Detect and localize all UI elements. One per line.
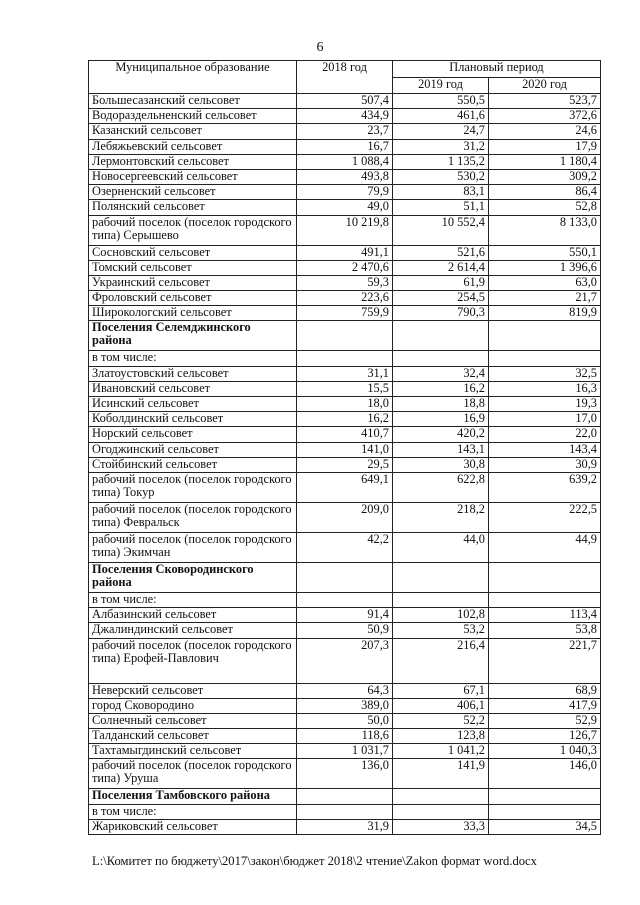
municipality-cell: Талданский сельсовет: [89, 729, 297, 744]
value-2020-cell: 372,6: [489, 109, 601, 124]
value-2018-cell: [297, 789, 393, 804]
value-2018-cell: 18,0: [297, 397, 393, 412]
municipality-cell: Огоджинский сельсовет: [89, 442, 297, 457]
table-row: [89, 185, 601, 200]
value-2020-cell: 32,5: [489, 366, 601, 381]
value-2019-cell: 218,2: [393, 502, 489, 532]
table-row: [89, 381, 601, 396]
value-2020-cell: 819,9: [489, 306, 601, 321]
table-row: [89, 608, 601, 623]
municipality-cell: Джалиндинский сельсовет: [89, 623, 297, 638]
value-2020-cell: 17,0: [489, 412, 601, 427]
value-2018-cell: 434,9: [297, 109, 393, 124]
table-row: [89, 169, 601, 184]
value-2019-cell: 550,5: [393, 94, 489, 109]
value-2018-cell: 389,0: [297, 698, 393, 713]
table-row: [89, 532, 601, 562]
value-2019-cell: 61,9: [393, 275, 489, 290]
table-row: [89, 623, 601, 638]
table-row: [89, 683, 601, 698]
page-number: 6: [316, 40, 324, 55]
municipality-cell: Большесазанский сельсовет: [89, 94, 297, 109]
table-row: [89, 804, 601, 819]
value-2019-cell: 2 614,4: [393, 260, 489, 275]
value-2019-cell: 67,1: [393, 683, 489, 698]
value-2020-cell: [489, 351, 601, 366]
municipality-cell: Поселения Тамбовского района: [89, 789, 297, 804]
value-2019-cell: [393, 562, 489, 592]
table-row: [89, 698, 601, 713]
table-row: [89, 819, 601, 834]
value-2019-cell: 406,1: [393, 698, 489, 713]
municipality-cell: Норский сельсовет: [89, 427, 297, 442]
value-2019-cell: 30,8: [393, 457, 489, 472]
value-2018-cell: 16,2: [297, 412, 393, 427]
value-2018-cell: 649,1: [297, 472, 393, 502]
table-header: [89, 61, 601, 94]
value-2018-cell: 507,4: [297, 94, 393, 109]
municipality-cell: Лебяжьевский сельсовет: [89, 139, 297, 154]
table-row: [89, 412, 601, 427]
municipality-cell: в том числе:: [89, 351, 297, 366]
value-2018-cell: [297, 562, 393, 592]
value-2020-cell: 24,6: [489, 124, 601, 139]
table-row: [89, 154, 601, 169]
municipality-cell: город Сковородино: [89, 698, 297, 713]
value-2020-cell: 639,2: [489, 472, 601, 502]
value-2019-cell: 216,4: [393, 638, 489, 683]
value-2018-cell: 15,5: [297, 381, 393, 396]
table-row: [89, 759, 601, 789]
table-body: [89, 94, 601, 835]
municipality-cell: Озерненский сельсовет: [89, 185, 297, 200]
municipality-cell: Коболдинский сельсовет: [89, 412, 297, 427]
municipality-cell: Жариковский сельсовет: [89, 819, 297, 834]
table-row: [89, 427, 601, 442]
value-2019-cell: 53,2: [393, 623, 489, 638]
value-2018-cell: 223,6: [297, 291, 393, 306]
section-row: [89, 321, 601, 351]
header-2018: 2018 год: [297, 61, 393, 94]
value-2020-cell: 523,7: [489, 94, 601, 109]
value-2020-cell: 34,5: [489, 819, 601, 834]
municipality-cell: Стойбинский сельсовет: [89, 457, 297, 472]
municipality-cell: рабочий поселок (поселок городского типа) Экимчан: [89, 532, 297, 562]
value-2019-cell: 16,9: [393, 412, 489, 427]
value-2018-cell: 1 088,4: [297, 154, 393, 169]
municipality-cell: Сосновский сельсовет: [89, 245, 297, 260]
value-2018-cell: 136,0: [297, 759, 393, 789]
municipality-cell: Исинский сельсовет: [89, 397, 297, 412]
value-2020-cell: 1 396,6: [489, 260, 601, 275]
value-2020-cell: 8 133,0: [489, 215, 601, 245]
table-row: [89, 351, 601, 366]
municipality-cell: Албазинский сельсовет: [89, 608, 297, 623]
value-2018-cell: [297, 351, 393, 366]
value-2019-cell: 18,8: [393, 397, 489, 412]
value-2020-cell: 550,1: [489, 245, 601, 260]
municipality-cell: Украинский сельсовет: [89, 275, 297, 290]
table-row: [89, 109, 601, 124]
municipality-cell: рабочий поселок (поселок городского типа) Ерофей-Павлович: [89, 638, 297, 683]
municipality-cell: рабочий поселок (поселок городского типа) Уруша: [89, 759, 297, 789]
municipality-cell: рабочий поселок (поселок городского типа) Токур: [89, 472, 297, 502]
value-2018-cell: 42,2: [297, 532, 393, 562]
table-row: [89, 215, 601, 245]
value-2019-cell: 102,8: [393, 608, 489, 623]
header-municipality: Муниципальное образование: [89, 61, 297, 94]
value-2018-cell: 10 219,8: [297, 215, 393, 245]
municipality-cell: Новосергеевский сельсовет: [89, 169, 297, 184]
value-2019-cell: 44,0: [393, 532, 489, 562]
value-2020-cell: 1 040,3: [489, 744, 601, 759]
header-2019: 2019 год: [393, 77, 489, 94]
table-row: [89, 291, 601, 306]
municipality-cell: Фроловский сельсовет: [89, 291, 297, 306]
value-2020-cell: [489, 321, 601, 351]
value-2020-cell: 1 180,4: [489, 154, 601, 169]
value-2020-cell: [489, 804, 601, 819]
value-2020-cell: 68,9: [489, 683, 601, 698]
value-2020-cell: 63,0: [489, 275, 601, 290]
municipality-cell: Неверский сельсовет: [89, 683, 297, 698]
value-2018-cell: 410,7: [297, 427, 393, 442]
value-2018-cell: 1 031,7: [297, 744, 393, 759]
value-2018-cell: 493,8: [297, 169, 393, 184]
municipality-cell: Ивановский сельсовет: [89, 381, 297, 396]
value-2019-cell: 622,8: [393, 472, 489, 502]
value-2018-cell: 759,9: [297, 306, 393, 321]
value-2018-cell: 23,7: [297, 124, 393, 139]
value-2019-cell: 254,5: [393, 291, 489, 306]
table-row: [89, 200, 601, 215]
value-2019-cell: 16,2: [393, 381, 489, 396]
value-2020-cell: [489, 562, 601, 592]
value-2020-cell: [489, 789, 601, 804]
value-2018-cell: 209,0: [297, 502, 393, 532]
value-2019-cell: 51,1: [393, 200, 489, 215]
value-2019-cell: 1 135,2: [393, 154, 489, 169]
municipality-cell: Полянский сельсовет: [89, 200, 297, 215]
value-2020-cell: 21,7: [489, 291, 601, 306]
value-2020-cell: 113,4: [489, 608, 601, 623]
table-row: [89, 306, 601, 321]
table-row: [89, 275, 601, 290]
table-row: [89, 457, 601, 472]
table-row: [89, 442, 601, 457]
value-2019-cell: 141,9: [393, 759, 489, 789]
table-row: [89, 139, 601, 154]
value-2019-cell: 123,8: [393, 729, 489, 744]
value-2019-cell: 33,3: [393, 819, 489, 834]
municipality-cell: Поселения Сковородинского района: [89, 562, 297, 592]
header-plan-period: Плановый период: [393, 61, 601, 78]
value-2019-cell: 24,7: [393, 124, 489, 139]
value-2019-cell: 1 041,2: [393, 744, 489, 759]
value-2019-cell: 83,1: [393, 185, 489, 200]
section-row: [89, 789, 601, 804]
table-row: [89, 638, 601, 683]
value-2019-cell: 790,3: [393, 306, 489, 321]
municipality-cell: Златоустовский сельсовет: [89, 366, 297, 381]
table-row: [89, 592, 601, 607]
municipality-cell: в том числе:: [89, 592, 297, 607]
value-2020-cell: 44,9: [489, 532, 601, 562]
table-row: [89, 94, 601, 109]
footer-file-path: L:\Комитет по бюджету\2017\закон\бюджет 2018\2 чтение\Zakon формат word.docx: [92, 854, 537, 868]
table-row: [89, 245, 601, 260]
value-2019-cell: [393, 321, 489, 351]
value-2018-cell: 49,0: [297, 200, 393, 215]
table-row: [89, 397, 601, 412]
table-row: [89, 729, 601, 744]
value-2020-cell: 30,9: [489, 457, 601, 472]
municipality-cell: Тахтамыгдинский сельсовет: [89, 744, 297, 759]
value-2018-cell: 29,5: [297, 457, 393, 472]
municipality-cell: Казанский сельсовет: [89, 124, 297, 139]
value-2019-cell: 32,4: [393, 366, 489, 381]
value-2020-cell: 222,5: [489, 502, 601, 532]
table-row: [89, 260, 601, 275]
table-row: [89, 472, 601, 502]
municipality-cell: Широкологский сельсовет: [89, 306, 297, 321]
value-2018-cell: 31,1: [297, 366, 393, 381]
value-2019-cell: 143,1: [393, 442, 489, 457]
value-2020-cell: 146,0: [489, 759, 601, 789]
value-2018-cell: 118,6: [297, 729, 393, 744]
value-2018-cell: [297, 804, 393, 819]
header-2020: 2020 год: [489, 77, 601, 94]
value-2019-cell: 461,6: [393, 109, 489, 124]
value-2019-cell: 420,2: [393, 427, 489, 442]
value-2018-cell: 79,9: [297, 185, 393, 200]
value-2018-cell: 491,1: [297, 245, 393, 260]
value-2020-cell: 52,9: [489, 713, 601, 728]
value-2018-cell: 141,0: [297, 442, 393, 457]
value-2020-cell: 309,2: [489, 169, 601, 184]
value-2018-cell: 64,3: [297, 683, 393, 698]
municipality-cell: в том числе:: [89, 804, 297, 819]
value-2019-cell: [393, 351, 489, 366]
municipality-cell: Солнечный сельсовет: [89, 713, 297, 728]
table-row: [89, 502, 601, 532]
value-2019-cell: 31,2: [393, 139, 489, 154]
value-2019-cell: 530,2: [393, 169, 489, 184]
value-2020-cell: 221,7: [489, 638, 601, 683]
value-2020-cell: 19,3: [489, 397, 601, 412]
budget-table: [88, 60, 601, 835]
value-2018-cell: 31,9: [297, 819, 393, 834]
value-2020-cell: 16,3: [489, 381, 601, 396]
table-row: [89, 366, 601, 381]
value-2020-cell: 417,9: [489, 698, 601, 713]
value-2019-cell: [393, 789, 489, 804]
value-2020-cell: 143,4: [489, 442, 601, 457]
table-row: [89, 744, 601, 759]
value-2020-cell: [489, 592, 601, 607]
value-2020-cell: 17,9: [489, 139, 601, 154]
value-2020-cell: 126,7: [489, 729, 601, 744]
value-2019-cell: [393, 804, 489, 819]
value-2018-cell: 91,4: [297, 608, 393, 623]
municipality-cell: рабочий поселок (поселок городского типа) Февральск: [89, 502, 297, 532]
municipality-cell: Лермонтовский сельсовет: [89, 154, 297, 169]
value-2019-cell: 52,2: [393, 713, 489, 728]
value-2018-cell: 50,0: [297, 713, 393, 728]
value-2018-cell: [297, 592, 393, 607]
table-row: [89, 124, 601, 139]
municipality-cell: Томский сельсовет: [89, 260, 297, 275]
value-2018-cell: 59,3: [297, 275, 393, 290]
value-2020-cell: 53,8: [489, 623, 601, 638]
municipality-cell: Поселения Селемджинского района: [89, 321, 297, 351]
value-2019-cell: 10 552,4: [393, 215, 489, 245]
table-row: [89, 713, 601, 728]
value-2020-cell: 22,0: [489, 427, 601, 442]
section-row: [89, 562, 601, 592]
value-2018-cell: 50,9: [297, 623, 393, 638]
value-2020-cell: 86,4: [489, 185, 601, 200]
value-2019-cell: 521,6: [393, 245, 489, 260]
value-2019-cell: [393, 592, 489, 607]
value-2018-cell: 2 470,6: [297, 260, 393, 275]
value-2018-cell: [297, 321, 393, 351]
value-2020-cell: 52,8: [489, 200, 601, 215]
value-2018-cell: 16,7: [297, 139, 393, 154]
municipality-cell: Водораздельненский сельсовет: [89, 109, 297, 124]
municipality-cell: рабочий поселок (поселок городского типа) Серышево: [89, 215, 297, 245]
value-2018-cell: 207,3: [297, 638, 393, 683]
